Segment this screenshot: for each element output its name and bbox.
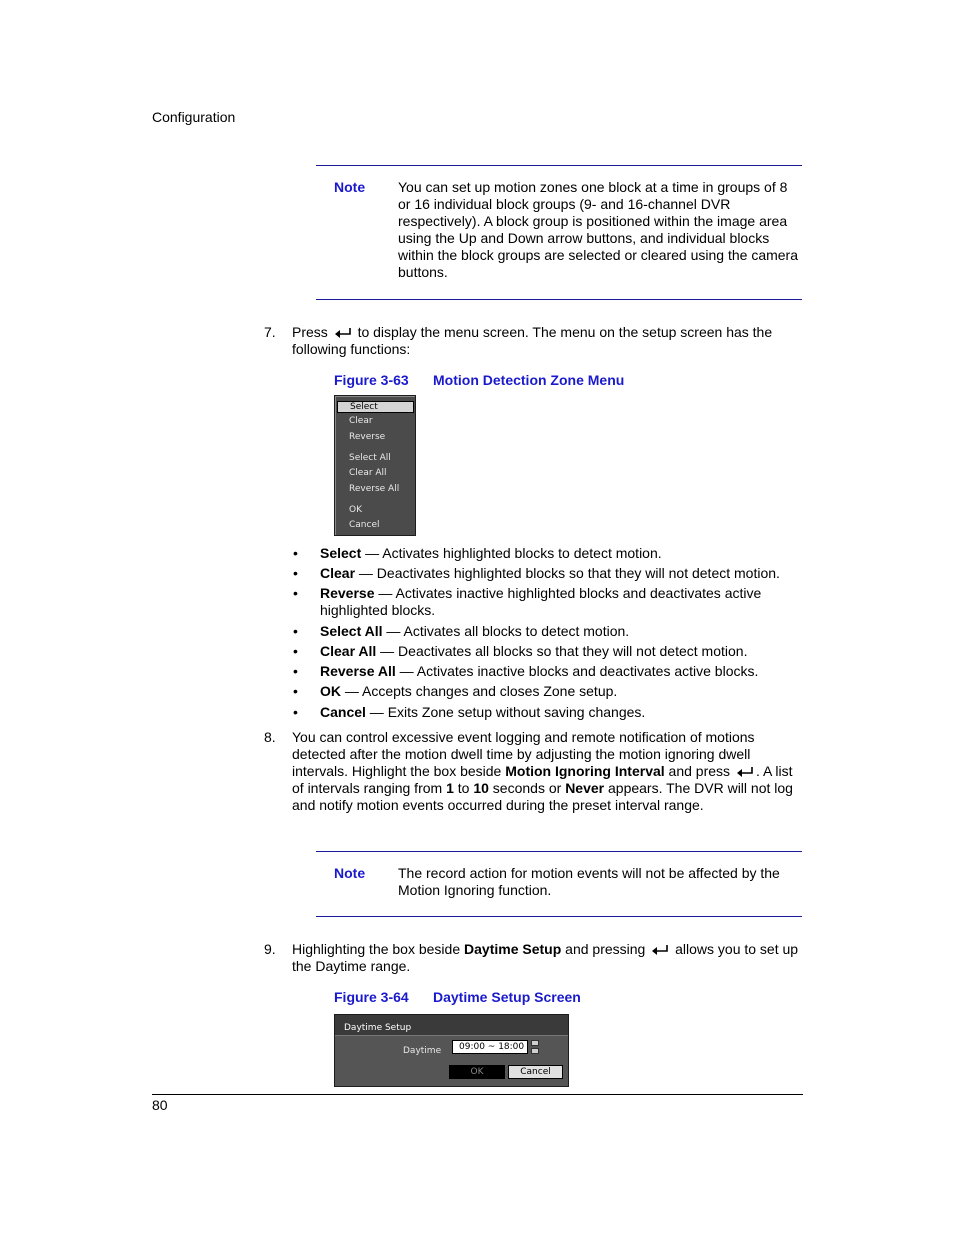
footer-rule: [152, 1094, 803, 1095]
step-text-part: Highlighting the box beside: [292, 941, 465, 957]
bullet-desc: — Activates highlighted blocks to detect motion.: [361, 545, 662, 561]
bullet-marker: •: [293, 545, 298, 561]
figure-title: Daytime Setup Screen: [433, 989, 581, 1005]
bullet-term: OK: [320, 683, 341, 699]
figure-caption: [334, 989, 581, 1006]
bullet-marker: •: [293, 643, 298, 659]
step-text-part: Press: [292, 324, 328, 340]
menu-item-clear[interactable]: Clear: [349, 416, 373, 426]
bullet-marker: •: [293, 663, 298, 679]
bullet-marker: •: [293, 683, 298, 699]
bullet-desc: — Deactivates highlighted blocks so that they will not detect motion.: [355, 565, 780, 581]
bullet-item: [320, 623, 800, 640]
step-text-part: appears. The DVR will not log and notify motion events occurred during the preset interval range.: [292, 780, 793, 813]
note-label: Note: [334, 179, 366, 195]
bullet-term: Cancel: [320, 704, 366, 720]
daytime-range-field[interactable]: 09:00 ~ 18:00: [452, 1040, 528, 1054]
step-text-bold: 1: [446, 780, 454, 796]
step-text-part: to: [453, 780, 474, 796]
note-text: The record action for motion events will not be affected by the Motion Ignoring function.: [398, 865, 780, 898]
step-text-part: . A list of intervals ranging from: [292, 763, 793, 796]
note-bottom-rule: [316, 299, 802, 300]
bullet-item: [320, 683, 800, 700]
bullet-term: Clear: [320, 565, 356, 581]
step-text-part: and press: [664, 763, 734, 779]
step-number: 7.: [264, 324, 276, 340]
step-text-part: and pressing: [561, 941, 650, 957]
step-text-part: allows you to set up the Daytime range.: [292, 941, 799, 974]
step-text-part: seconds or: [488, 780, 566, 796]
bullet-marker: •: [293, 585, 298, 601]
step-number: 9.: [264, 941, 276, 957]
cancel-button[interactable]: Cancel: [508, 1065, 563, 1079]
note-top-rule: [316, 851, 802, 852]
menu-item-reverse-all[interactable]: Reverse All: [349, 484, 400, 494]
menu-item-cancel[interactable]: Cancel: [349, 520, 380, 530]
enter-key-icon: [334, 327, 352, 339]
spinner-down-icon[interactable]: [531, 1048, 539, 1054]
note-bottom-rule: [316, 916, 802, 917]
figure-title: Motion Detection Zone Menu: [433, 372, 625, 388]
figure-caption: [334, 372, 624, 389]
running-head: Configuration: [152, 109, 236, 125]
step-text: [292, 729, 800, 814]
ok-button[interactable]: OK: [449, 1065, 505, 1079]
daytime-setup-dialog: [334, 1014, 569, 1087]
bullet-item: [320, 565, 800, 582]
figure-number: Figure 3-63: [334, 372, 409, 388]
page-number: 80: [152, 1097, 168, 1113]
menu-item-select-all[interactable]: Select All: [349, 453, 391, 463]
step-text-bold: Motion Ignoring Interval: [505, 763, 665, 779]
bullet-item: [320, 643, 800, 660]
bullet-item: [320, 704, 800, 721]
step-number: 8.: [264, 729, 276, 745]
step-text: [292, 941, 804, 975]
menu-item-reverse[interactable]: Reverse: [349, 432, 386, 442]
menu-item-ok[interactable]: OK: [349, 505, 362, 515]
step-text: [292, 324, 782, 358]
bullet-marker: •: [293, 704, 298, 720]
bullet-desc: — Activates inactive highlighted blocks and deactivates active highlighted blocks.: [320, 585, 762, 618]
menu-item-select[interactable]: Select: [337, 401, 414, 413]
bullet-term: Reverse All: [320, 663, 396, 679]
bullet-desc: — Activates all blocks to detect motion.: [382, 623, 630, 639]
menu-item-clear-all[interactable]: Clear All: [349, 468, 387, 478]
note-text: You can set up motion zones one block at a time in groups of 8 or 16 individual block groups (9- and 16-channel DVR respectively). A block group is positioned within the image area using the Up and Down arrow buttons, and individual blocks within the block groups are selected or cleared using the camera buttons.: [398, 179, 798, 280]
bullet-term: Reverse: [320, 585, 375, 601]
bullet-desc: — Deactivates all blocks so that they will not detect motion.: [376, 643, 748, 659]
bullet-marker: •: [293, 623, 298, 639]
bullet-item: [320, 585, 775, 619]
step-text-bold: Never: [565, 780, 605, 796]
bullet-term: Clear All: [320, 643, 377, 659]
step-text-bold: 10: [473, 780, 489, 796]
step-text-bold: Daytime Setup: [464, 941, 562, 957]
bullet-term: Select: [320, 545, 362, 561]
note-top-rule: [316, 165, 802, 166]
dialog-title: Daytime Setup: [344, 1023, 412, 1033]
enter-key-icon: [651, 944, 669, 956]
daytime-label: Daytime: [403, 1046, 442, 1056]
daytime-spinner[interactable]: [531, 1040, 539, 1054]
bullet-item: [320, 545, 800, 562]
bullet-desc: — Activates inactive blocks and deactivates active blocks.: [395, 663, 759, 679]
step-text-part: You can control excessive event logging and remote notification of motions detected after the motion dwell time by adjusting the motion ignoring dwell intervals. Highlight the box beside: [292, 729, 755, 779]
enter-key-icon: [736, 766, 754, 778]
zone-menu: [334, 395, 416, 536]
bullet-term: Select All: [320, 623, 383, 639]
dialog-titlebar: [335, 1015, 568, 1036]
step-text-part: to display the menu screen. The menu on the setup screen has the following functions:: [292, 324, 773, 357]
spinner-up-icon[interactable]: [531, 1040, 539, 1046]
bullet-item: [320, 663, 800, 680]
note-label: Note: [334, 865, 366, 881]
bullet-desc: — Exits Zone setup without saving changes.: [365, 704, 646, 720]
bullet-marker: •: [293, 565, 298, 581]
figure-number: Figure 3-64: [334, 989, 409, 1005]
bullet-desc: — Accepts changes and closes Zone setup.: [341, 683, 618, 699]
